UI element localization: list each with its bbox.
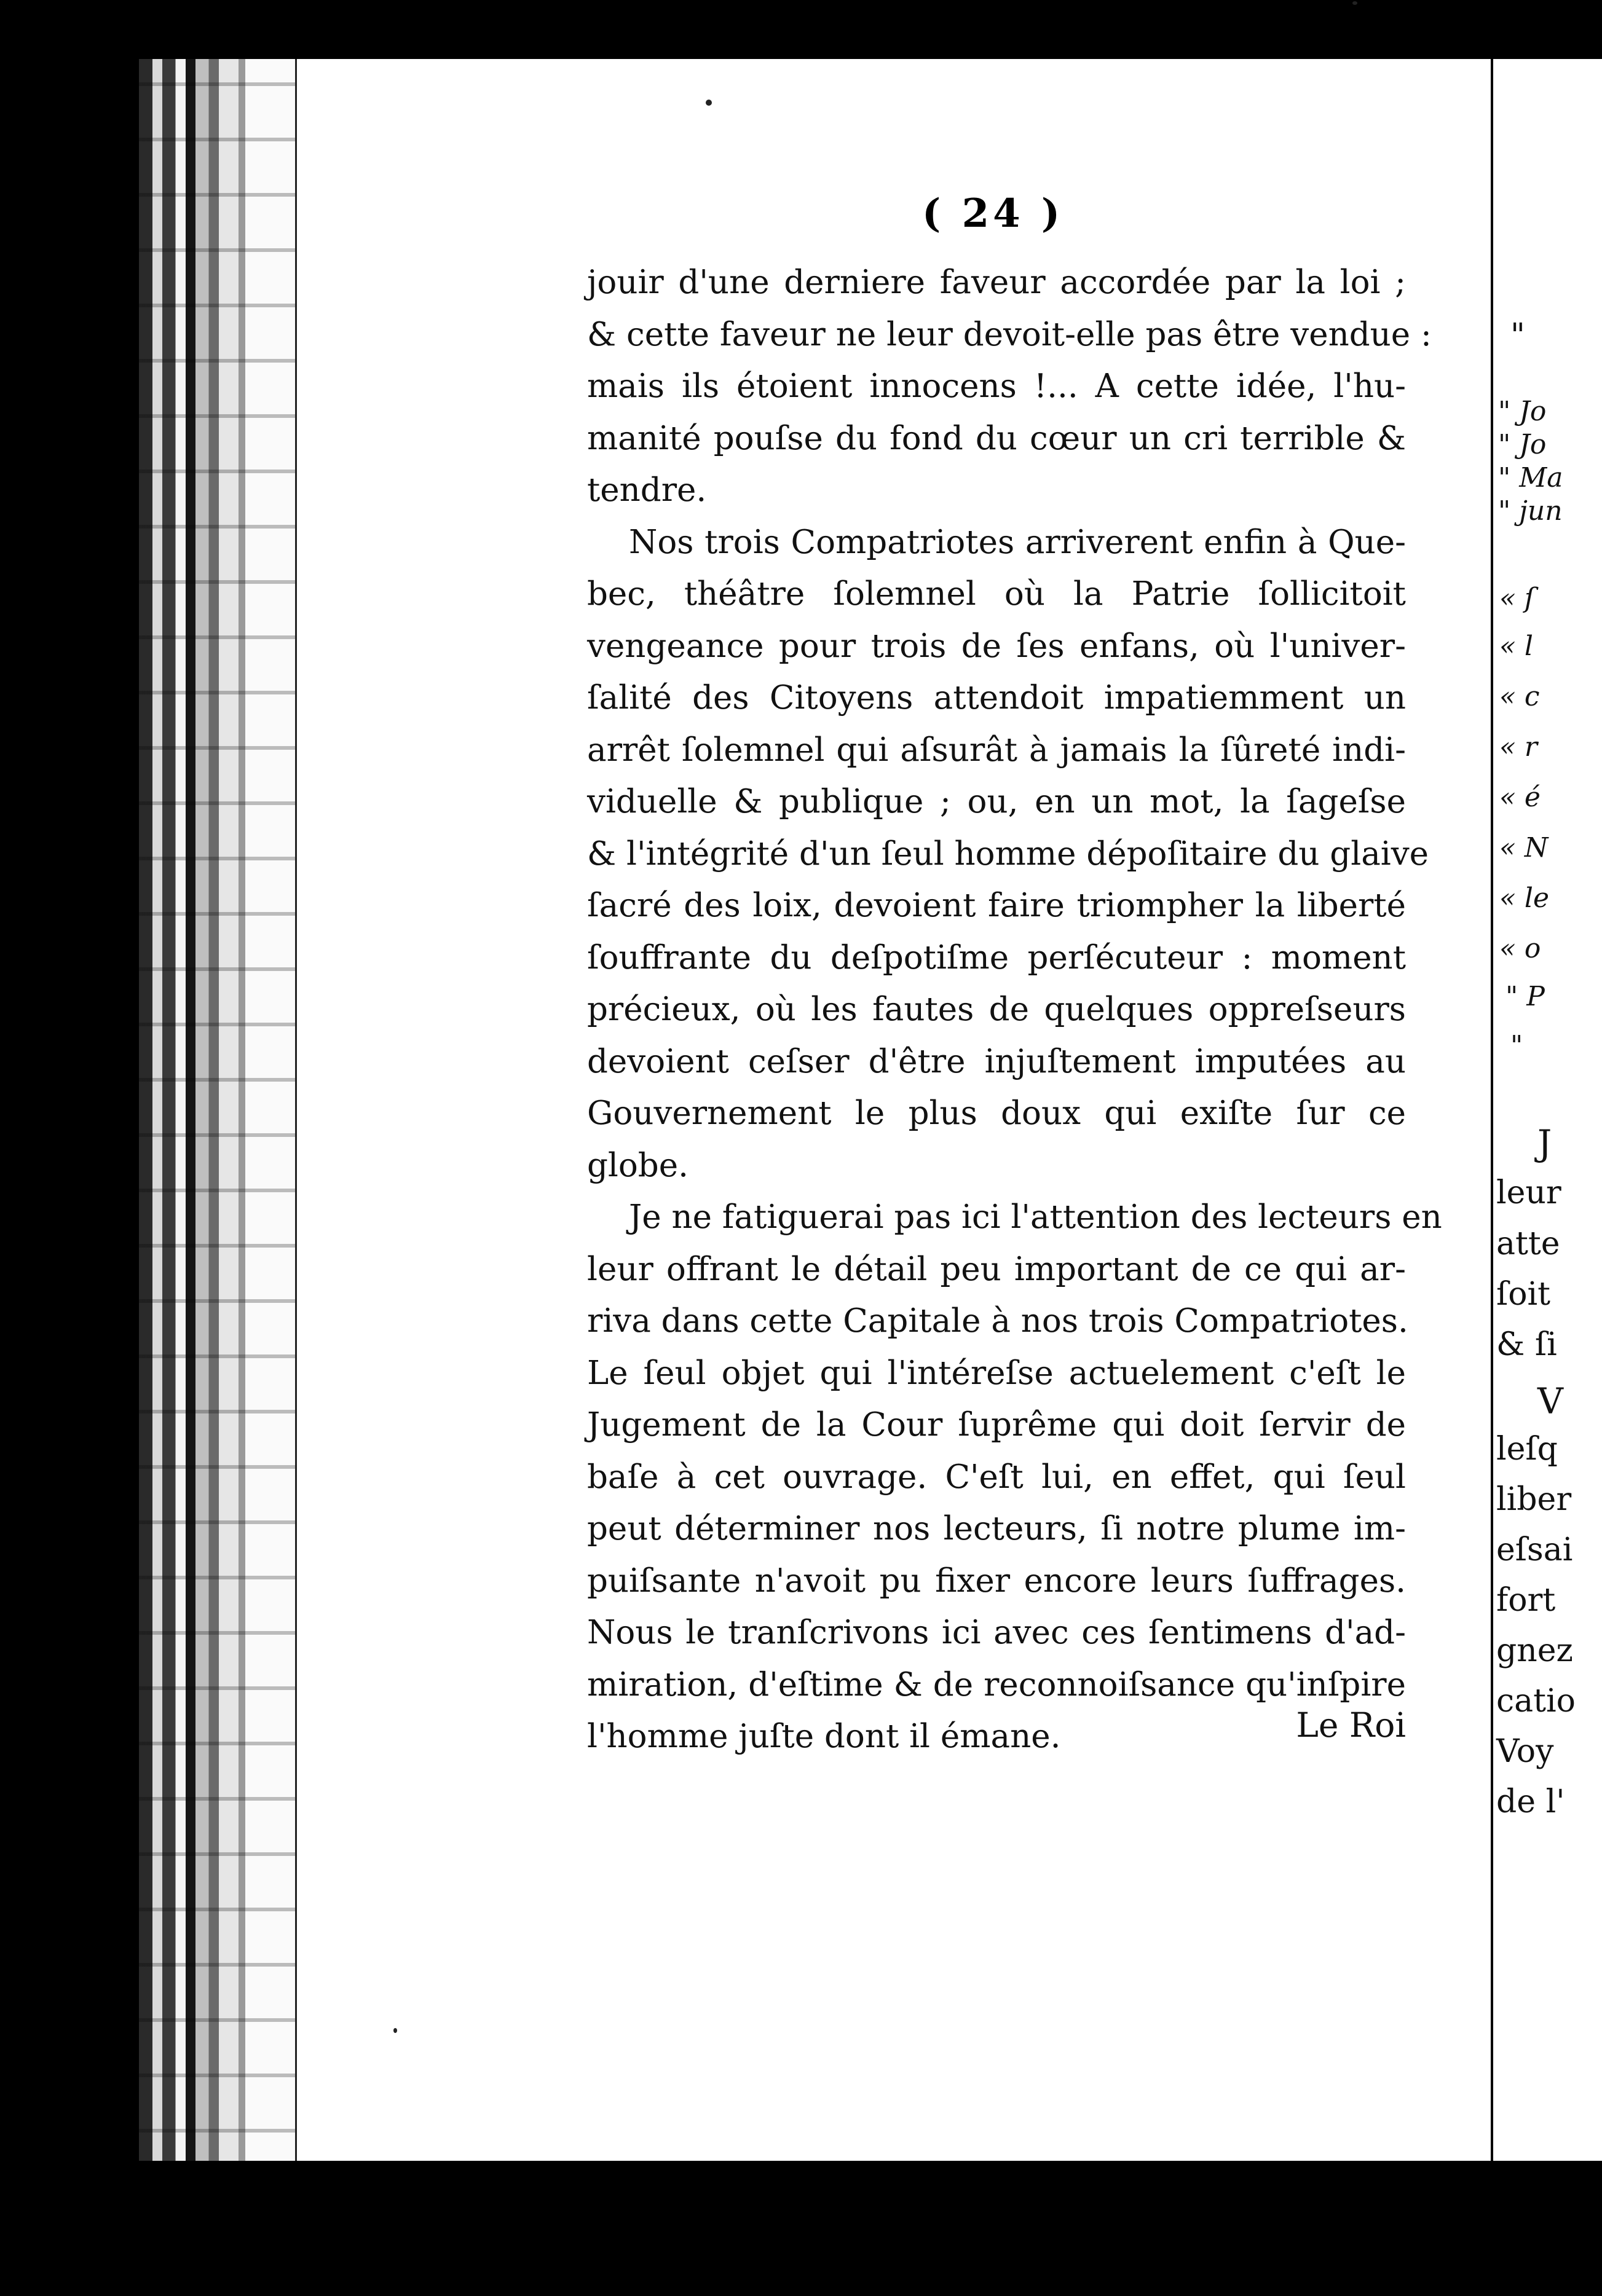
facing-fragment: eſsai [1496, 1531, 1573, 1568]
text-line: ſouffrante du deſpotiſme perſécuteur : moment [587, 938, 1406, 977]
facing-fragment: « l [1499, 631, 1533, 662]
text-line: Je ne fatiguerai pas ici l'attention des lecteurs en [629, 1198, 1442, 1236]
text-line: manité pouſse du fond du cœur un cri terrible & [587, 419, 1406, 457]
facing-fragment: « é [1499, 782, 1541, 813]
facing-fragment: V [1537, 1380, 1563, 1422]
text-line: baſe à cet ouvrage. C'eſt lui, en effet, qui ſeul [587, 1458, 1406, 1496]
book-binding-gutter [129, 59, 295, 2161]
text-line: Gouvernement le plus doux qui exiſte ſur ce [587, 1095, 1406, 1132]
facing-page [1491, 59, 1602, 2161]
facing-fragment: Voy [1496, 1733, 1554, 1770]
text-line: viduelle & publique ; ou, en un mot, la ſageſse [587, 783, 1406, 820]
top-frame [0, 0, 1602, 59]
facing-fragment: " Jo [1498, 429, 1547, 460]
text-line: précieux, où les fautes de quelques oppreſseurs [587, 991, 1406, 1028]
signoff-catchword: Le Roi [1296, 1705, 1406, 1745]
text-line: miration, d'eſtime & de reconnoiſsance qu'inſpire [587, 1665, 1406, 1704]
facing-fragment: de l' [1496, 1783, 1565, 1820]
facing-fragment: catio [1496, 1683, 1576, 1720]
facing-fragment: " P [1505, 981, 1545, 1012]
text-line: l'homme juſte dont il émane. [587, 1718, 1061, 1755]
facing-fragment: " [1510, 317, 1525, 354]
facing-fragment: liber [1496, 1481, 1572, 1518]
facing-fragment: « le [1499, 883, 1550, 914]
facing-fragment: « r [1499, 731, 1537, 763]
facing-fragment: ſoit [1496, 1276, 1551, 1313]
text-line: leur offrant le détail peu important de ce qui ar- [587, 1250, 1406, 1288]
scan-speck [393, 2028, 397, 2033]
text-line: Jugement de la Cour ſuprême qui doit ſervir de [587, 1406, 1406, 1444]
facing-fragment: " Ma [1498, 462, 1563, 493]
text-line: arrêt ſolemnel qui aſsurât à jamais la ſûreté indi- [587, 731, 1406, 769]
facing-fragment: « N [1499, 832, 1549, 863]
facing-fragment: gnez [1496, 1632, 1573, 1669]
text-line: jouir d'une derniere faveur accordée par la loi ; [587, 264, 1406, 301]
text-line: & l'intégrité d'un ſeul homme dépoſitaire du glaive [587, 835, 1429, 873]
text-line: ſacré des loix, devoient faire triompher la liberté [587, 887, 1406, 924]
text-line: tendre. [587, 471, 707, 509]
facing-fragment: " jun [1498, 495, 1563, 527]
text-line: peut déterminer nos lecteurs, ſi notre plume im- [587, 1510, 1406, 1547]
text-line: mais ils étoient innocens !... A cette idée, l'hu- [587, 368, 1406, 405]
text-line: riva dans cette Capitale à nos trois Compatriotes. [587, 1302, 1408, 1340]
text-line: bec, théâtre ſolemnel où la Patrie ſollicitoit [587, 575, 1406, 613]
left-frame [0, 0, 129, 2296]
text-line: puiſsante n'avoit pu fixer encore leurs ſuffrages. [587, 1562, 1406, 1600]
text-line: globe. [587, 1146, 689, 1184]
facing-fragment: " [1510, 1030, 1523, 1061]
facing-fragment: " Jo [1498, 396, 1547, 427]
facing-fragment: fort [1496, 1582, 1556, 1619]
page-number: ( 24 ) [922, 191, 1064, 237]
facing-fragment: « o [1499, 933, 1541, 964]
text-line: Nous le tranſcrivons ici avec ces ſentimens d'ad- [587, 1614, 1406, 1651]
facing-fragment: leſq [1496, 1431, 1558, 1468]
text-line: Nos trois Compatriotes arriverent enfin à Que- [629, 523, 1406, 561]
scan-speck [1352, 1, 1357, 5]
text-line: ſalité des Citoyens attendoit impatiemment un [587, 679, 1406, 717]
facing-fragment: « ſ [1499, 583, 1535, 614]
body-text [587, 257, 1442, 1763]
text-line: vengeance pour trois de ſes enfans, où l'univer- [587, 627, 1406, 665]
facing-fragment: « c [1499, 681, 1540, 712]
scan-speck [706, 100, 712, 106]
text-line: devoient ceſser d'être injuſtement imputées au [587, 1042, 1406, 1080]
text-line: Le ſeul objet qui l'intéreſse actuelement c'eſt le [587, 1354, 1406, 1392]
facing-fragment: atte [1496, 1225, 1560, 1262]
facing-fragment: & ſi [1496, 1326, 1557, 1363]
text-line: & cette faveur ne leur devoit-elle pas être vendue : [587, 315, 1432, 353]
bottom-frame [0, 2161, 1602, 2296]
facing-fragment: J [1537, 1122, 1552, 1164]
facing-fragment: leur [1496, 1174, 1561, 1211]
